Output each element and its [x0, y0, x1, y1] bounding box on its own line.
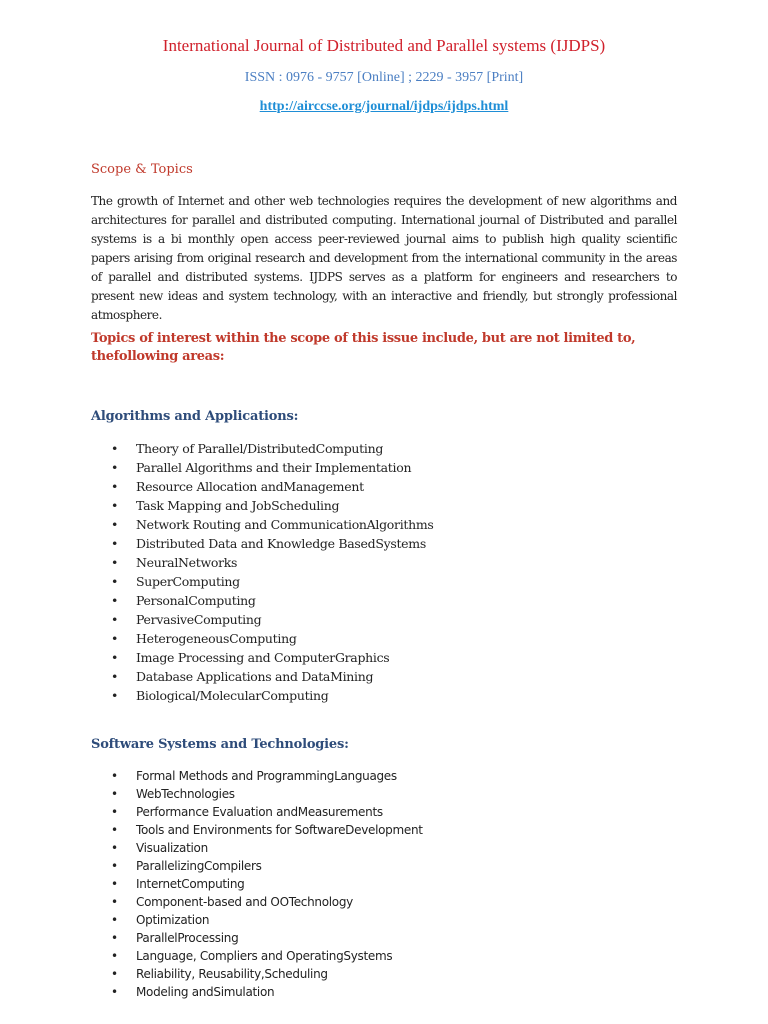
- bullet-icon: •: [111, 895, 118, 909]
- list-item-label: Modeling andSimulation: [136, 985, 275, 999]
- list-item: [111, 983, 423, 1001]
- list-item-label: PervasiveComputing: [136, 612, 262, 627]
- list-item: [111, 965, 423, 983]
- list-item: [111, 821, 423, 839]
- list-item-label: Database Applications and DataMining: [136, 669, 374, 684]
- list-item-label: Optimization: [136, 913, 210, 927]
- bullet-icon: •: [111, 517, 119, 532]
- list-item: [111, 947, 423, 965]
- list-item-label: ParallelProcessing: [136, 931, 239, 945]
- software-topic-list: [111, 767, 423, 1001]
- list-item: [111, 610, 434, 629]
- list-item-label: Visualization: [136, 841, 208, 855]
- list-item: [111, 911, 423, 929]
- software-heading: Software Systems and Technologies:: [91, 737, 349, 752]
- list-item: [111, 572, 434, 591]
- list-item-label: Network Routing and CommunicationAlgorithms: [136, 517, 434, 532]
- scope-intro-paragraph: The growth of Internet and other web technologies requires the development of new algorithms and architectures for parallel and distributed computing. International journal of Distributed and parallel systems is a bi monthly open access peer-reviewed journal aims to publish high quality scientific papers arising from original research and development from the international community in the areas of parallel and distributed systems. IJDPS serves as a platform for engineers and researchers to present new ideas and system technology, with an interactive and friendly, but strongly professional atmosphere.: [91, 194, 677, 322]
- list-item-label: Parallel Algorithms and their Implementation: [136, 460, 412, 475]
- bullet-icon: •: [111, 555, 119, 570]
- list-item: [111, 629, 434, 648]
- list-item: [111, 785, 423, 803]
- bullet-icon: •: [111, 574, 119, 589]
- bullet-icon: •: [111, 841, 118, 855]
- list-item-label: Performance Evaluation andMeasurements: [136, 805, 383, 819]
- list-item: [111, 439, 434, 458]
- bullet-icon: •: [111, 859, 118, 873]
- list-item-label: Theory of Parallel/DistributedComputing: [136, 441, 384, 456]
- bullet-icon: •: [111, 877, 118, 891]
- bullet-icon: •: [111, 536, 119, 551]
- list-item: [111, 929, 423, 947]
- bullet-icon: •: [111, 931, 118, 945]
- list-item-label: Biological/MolecularComputing: [136, 688, 329, 703]
- list-item-label: Tools and Environments for SoftwareDevelopment: [136, 823, 423, 837]
- bullet-icon: •: [111, 769, 118, 783]
- list-item: [111, 839, 423, 857]
- algorithms-topic-list: [111, 439, 434, 705]
- list-item-label: Resource Allocation andManagement: [136, 479, 364, 494]
- list-item: [111, 893, 423, 911]
- algorithms-heading: Algorithms and Applications:: [91, 409, 299, 424]
- list-item: [111, 591, 434, 610]
- list-item: [111, 667, 434, 686]
- list-item-label: NeuralNetworks: [136, 555, 238, 570]
- list-item: [111, 648, 434, 667]
- list-item-label: Image Processing and ComputerGraphics: [136, 650, 390, 665]
- bullet-icon: •: [111, 612, 119, 627]
- bullet-icon: •: [111, 823, 118, 837]
- list-item-label: Language, Compliers and OperatingSystems: [136, 949, 393, 963]
- bullet-icon: •: [111, 460, 119, 475]
- list-item-label: InternetComputing: [136, 877, 245, 891]
- list-item-label: Distributed Data and Knowledge BasedSystems: [136, 536, 426, 551]
- bullet-icon: •: [111, 650, 119, 665]
- bullet-icon: •: [111, 985, 118, 999]
- bullet-icon: •: [111, 593, 119, 608]
- bullet-icon: •: [111, 631, 119, 646]
- list-item: [111, 458, 434, 477]
- list-item: [111, 686, 434, 705]
- list-item: [111, 767, 423, 785]
- list-item-label: PersonalComputing: [136, 593, 256, 608]
- list-item-label: Reliability, Reusability,Scheduling: [136, 967, 328, 981]
- topics-intro: Topics of interest within the scope of this issue include, but are not limited to, thefollowing areas:: [91, 331, 636, 364]
- list-item: [111, 534, 434, 553]
- bullet-icon: •: [111, 688, 119, 703]
- bullet-icon: •: [111, 949, 118, 963]
- scope-heading: Scope & Topics: [91, 162, 193, 177]
- list-item-label: WebTechnologies: [136, 787, 235, 801]
- journal-url: [0, 99, 768, 115]
- list-item: [111, 515, 434, 534]
- list-item: [111, 477, 434, 496]
- bullet-icon: •: [111, 669, 119, 684]
- list-item-label: Component-based and OOTechnology: [136, 895, 353, 909]
- bullet-icon: •: [111, 479, 119, 494]
- bullet-icon: •: [111, 805, 118, 819]
- list-item: [111, 496, 434, 515]
- bullet-icon: •: [111, 498, 119, 513]
- list-item: [111, 875, 423, 893]
- list-item: [111, 857, 423, 875]
- list-item-label: HeterogeneousComputing: [136, 631, 297, 646]
- bullet-icon: •: [111, 441, 119, 456]
- list-item: [111, 803, 423, 821]
- bullet-icon: •: [111, 913, 118, 927]
- list-item-label: Formal Methods and ProgrammingLanguages: [136, 769, 397, 783]
- list-item-label: ParallelizingCompilers: [136, 859, 262, 873]
- list-item-label: SuperComputing: [136, 574, 240, 589]
- journal-title: International Journal of Distributed and Parallel systems (IJDPS): [162, 36, 606, 55]
- bullet-icon: •: [111, 967, 118, 981]
- issn-line: ISSN : 0976 - 9757 [Online] ; 2229 - 3957 [Print]: [244, 70, 524, 85]
- journal-url-link[interactable]: http://airccse.org/journal/ijdps/ijdps.html: [259, 99, 509, 114]
- list-item-label: Task Mapping and JobScheduling: [136, 498, 340, 513]
- list-item: [111, 553, 434, 572]
- bullet-icon: •: [111, 787, 118, 801]
